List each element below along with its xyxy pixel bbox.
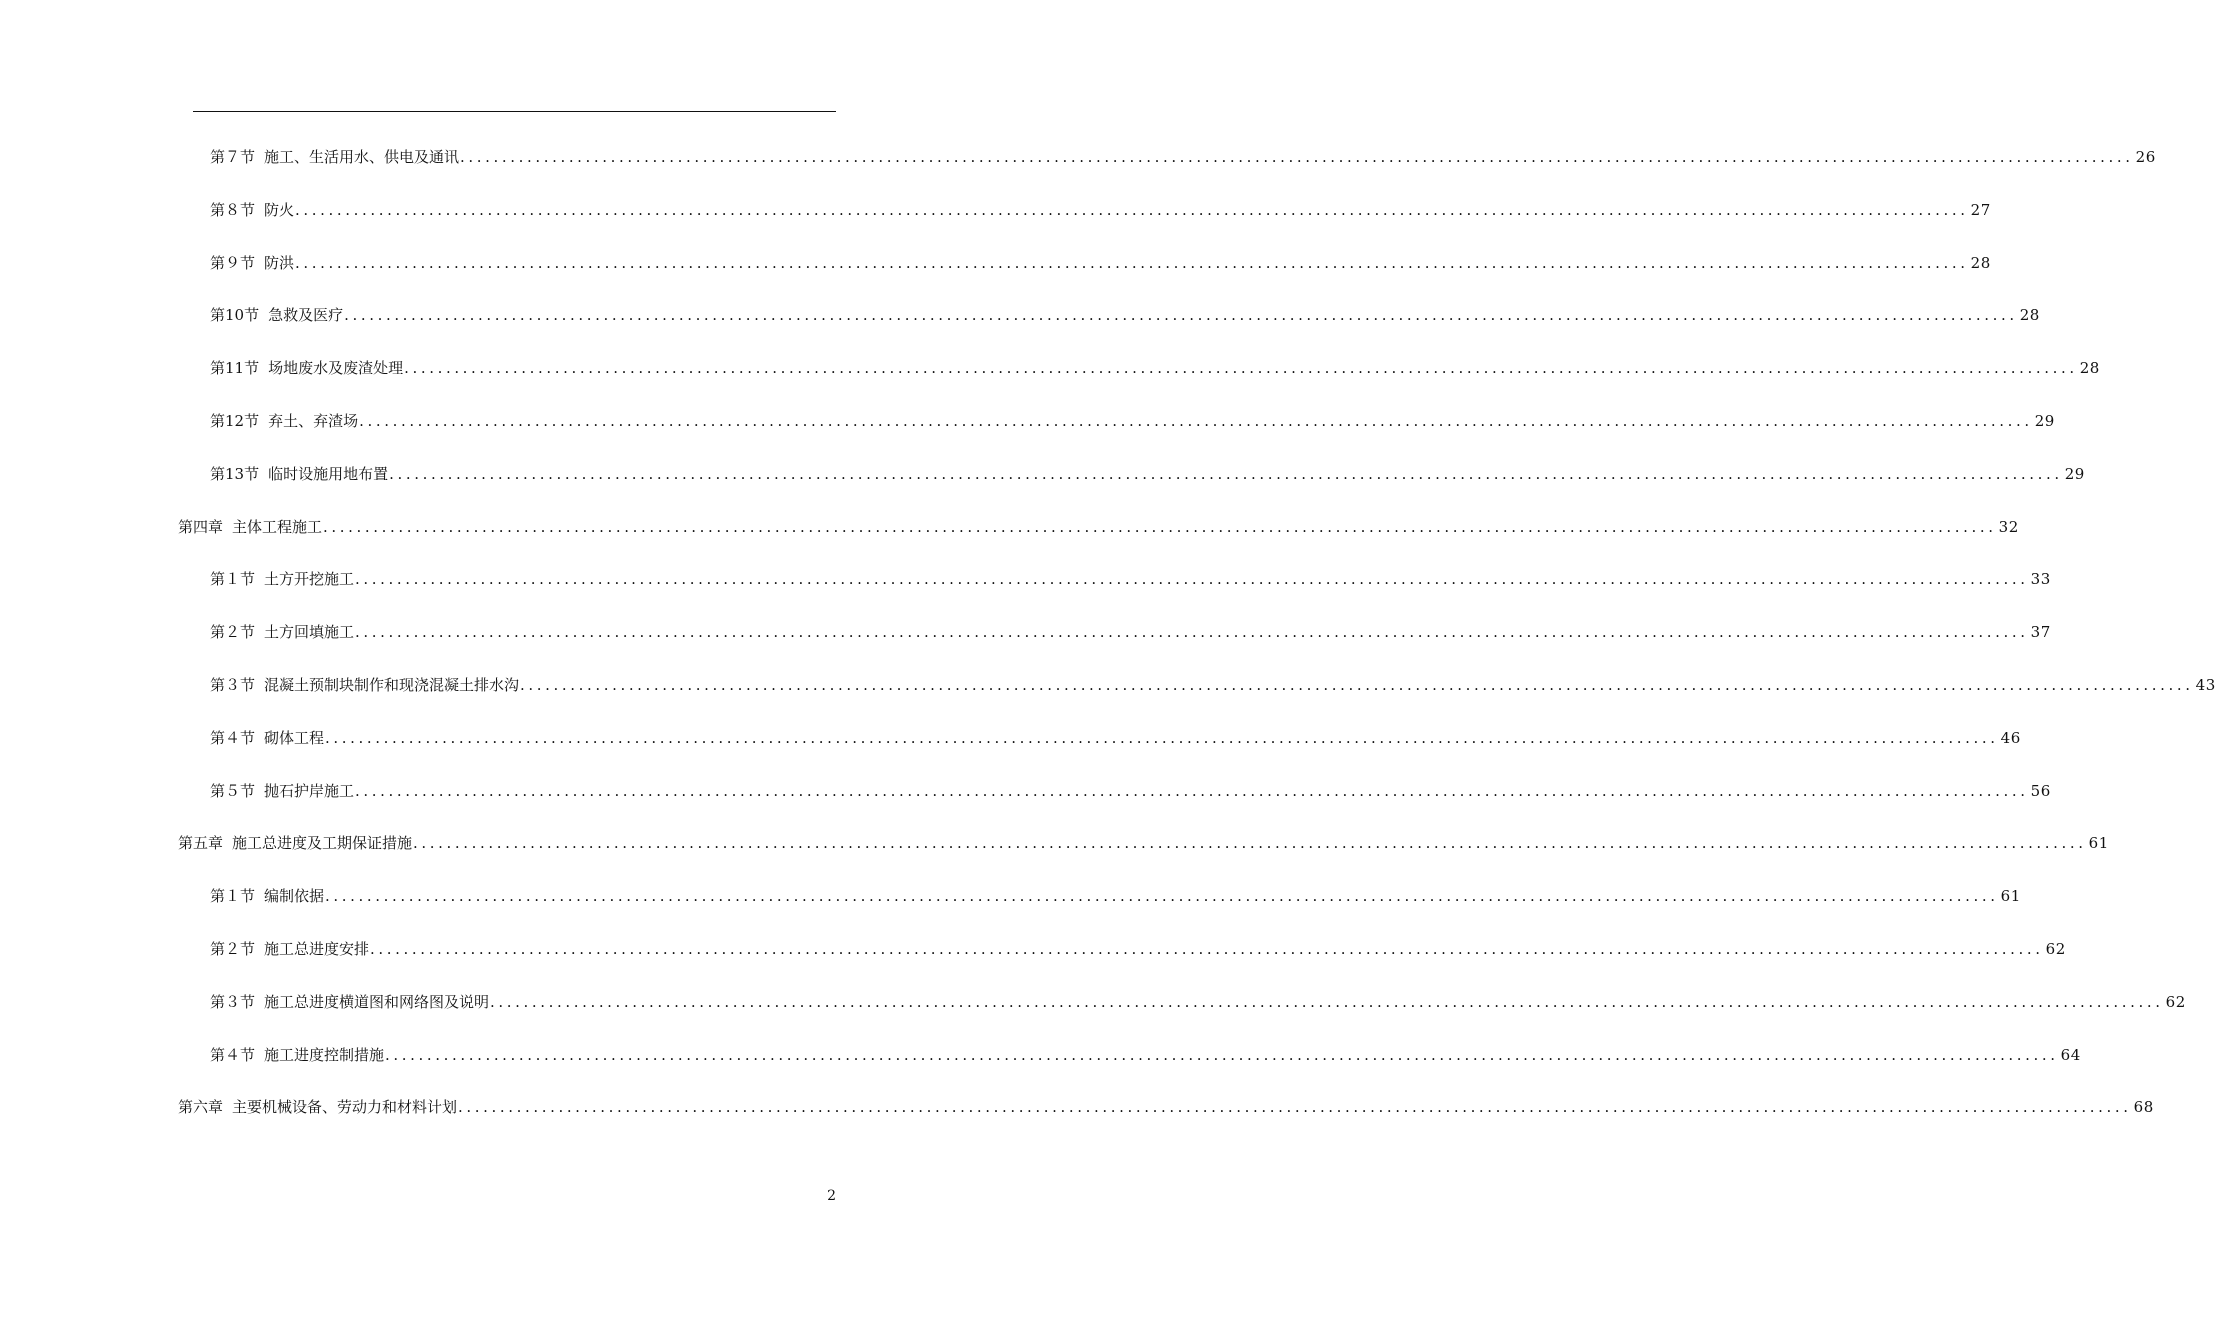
entry-page-number: 46 (2000, 728, 2021, 747)
dot-leader: ........................................................................................................................................................................................................ (404, 359, 2078, 378)
entry-title: 临时设施用地布置 (268, 464, 389, 483)
toc-section-entry[interactable] (210, 196, 1991, 220)
entry-title: 施工进度控制措施 (264, 1045, 385, 1064)
toc-section-entry[interactable] (210, 671, 2216, 695)
entry-title: 施工总进度横道图和网络图及说明 (264, 992, 490, 1011)
toc-section-entry[interactable] (210, 882, 2021, 906)
dot-leader: ........................................................................................................................................................................................................ (389, 464, 2063, 483)
dot-leader: ........................................................................................................................................................................................................ (490, 992, 2164, 1011)
entry-page-number: 56 (2030, 781, 2051, 800)
toc-section-entry[interactable] (210, 249, 1991, 273)
dot-leader: ........................................................................................................................................................................................................ (413, 834, 2087, 853)
dot-leader: ........................................................................................................................................................................................................ (295, 200, 1969, 219)
footer-page-number: 2 (827, 1188, 836, 1204)
entry-page-number: 28 (2019, 306, 2040, 325)
toc-chapter-entry[interactable] (178, 513, 2019, 537)
entry-title: 抛石护岸施工 (264, 781, 355, 800)
entry-title: 场地废水及废渣处理 (268, 359, 404, 378)
dot-leader: ........................................................................................................................................................................................................ (355, 623, 2029, 642)
entry-label: 第４节 (210, 1045, 256, 1064)
entry-title: 施工、生活用水、供电及通讯 (264, 148, 460, 166)
entry-page-number: 43 (2195, 676, 2216, 694)
entry-page-number: 64 (2060, 1045, 2081, 1064)
entry-label: 第５节 (210, 781, 256, 800)
entry-page-number: 68 (2133, 1098, 2154, 1117)
dot-leader: ........................................................................................................................................................................................................ (355, 781, 2029, 800)
entry-page-number: 26 (2135, 148, 2156, 166)
entry-page-number: 28 (1970, 253, 1991, 272)
entry-label: 第六章 (178, 1098, 224, 1117)
entry-label: 第五章 (178, 834, 224, 853)
toc-section-entry[interactable] (210, 354, 2100, 378)
entry-label: 第四章 (178, 517, 224, 536)
entry-page-number: 61 (2088, 834, 2109, 853)
entry-page-number: 27 (1970, 200, 1991, 219)
toc-section-entry[interactable] (210, 565, 2051, 589)
entry-label: 第７节 (210, 148, 256, 166)
entry-title: 弃土、弃渣场 (268, 412, 359, 430)
entry-page-number: 37 (2030, 623, 2051, 642)
entry-label: 第９节 (210, 253, 256, 272)
dot-leader: ........................................................................................................................................................................................................ (458, 1098, 2132, 1117)
dot-leader: ........................................................................................................................................................................................................ (359, 412, 2033, 430)
toc-section-entry[interactable] (210, 301, 2040, 325)
dot-leader: ........................................................................................................................................................................................................ (344, 306, 2018, 325)
entry-title: 施工总进度安排 (264, 940, 370, 958)
entry-title: 土方回填施工 (264, 623, 355, 642)
entry-page-number: 32 (1998, 517, 2019, 536)
dot-leader: ........................................................................................................................................................................................................ (460, 148, 2134, 166)
toc-section-entry[interactable] (210, 777, 2051, 801)
dot-leader: ........................................................................................................................................................................................................ (385, 1045, 2059, 1064)
entry-label: 第11节 (210, 359, 260, 378)
entry-title: 编制依据 (264, 887, 325, 906)
entry-label: 第13节 (210, 464, 260, 483)
entry-page-number: 29 (2064, 464, 2085, 483)
dot-leader: ........................................................................................................................................................................................................ (323, 517, 1997, 536)
toc-section-entry[interactable] (210, 988, 2186, 1012)
entry-label: 第３节 (210, 992, 256, 1011)
entry-page-number: 62 (2165, 992, 2186, 1011)
entry-title: 土方开挖施工 (264, 570, 355, 589)
entry-label: 第２节 (210, 940, 256, 958)
header-rule (193, 111, 836, 112)
dot-leader: ........................................................................................................................................................................................................ (295, 253, 1969, 272)
entry-page-number: 62 (2045, 940, 2066, 958)
toc-section-entry[interactable] (210, 407, 2055, 431)
entry-title: 防洪 (264, 253, 295, 272)
entry-page-number: 29 (2034, 412, 2055, 430)
entry-label: 第12节 (210, 412, 260, 430)
entry-label: 第２节 (210, 623, 256, 642)
toc-chapter-entry[interactable] (178, 829, 2109, 853)
entry-page-number: 61 (2000, 887, 2021, 906)
dot-leader: ........................................................................................................................................................................................................ (370, 940, 2044, 958)
entry-title: 主体工程施工 (232, 517, 323, 536)
entry-title: 急救及医疗 (268, 306, 344, 325)
entry-label: 第10节 (210, 306, 260, 325)
toc-section-entry[interactable] (210, 1041, 2081, 1065)
toc-section-entry[interactable] (210, 935, 2066, 959)
entry-title: 施工总进度及工期保证措施 (232, 834, 413, 853)
entry-label: 第１节 (210, 570, 256, 589)
entry-label: 第３节 (210, 676, 256, 694)
entry-title: 防火 (264, 200, 295, 219)
entry-label: 第４节 (210, 728, 256, 747)
dot-leader: ........................................................................................................................................................................................................ (325, 728, 1999, 747)
dot-leader: ........................................................................................................................................................................................................ (355, 570, 2029, 589)
entry-label: 第８节 (210, 200, 256, 219)
toc-chapter-entry[interactable] (178, 1093, 2154, 1117)
entry-title: 砌体工程 (264, 728, 325, 747)
toc-section-entry[interactable] (210, 724, 2021, 748)
dot-leader: ........................................................................................................................................................................................................ (325, 887, 1999, 906)
entry-title: 混凝土预制块制作和现浇混凝土排水沟 (264, 676, 520, 694)
entry-label: 第１节 (210, 887, 256, 906)
toc-section-entry[interactable] (210, 618, 2051, 642)
toc-section-entry[interactable] (210, 460, 2085, 484)
toc-section-entry[interactable] (210, 143, 2156, 167)
entry-page-number: 33 (2030, 570, 2051, 589)
entry-title: 主要机械设备、劳动力和材料计划 (232, 1098, 458, 1117)
entry-page-number: 28 (2079, 359, 2100, 378)
dot-leader: ........................................................................................................................................................................................................ (520, 676, 2194, 694)
